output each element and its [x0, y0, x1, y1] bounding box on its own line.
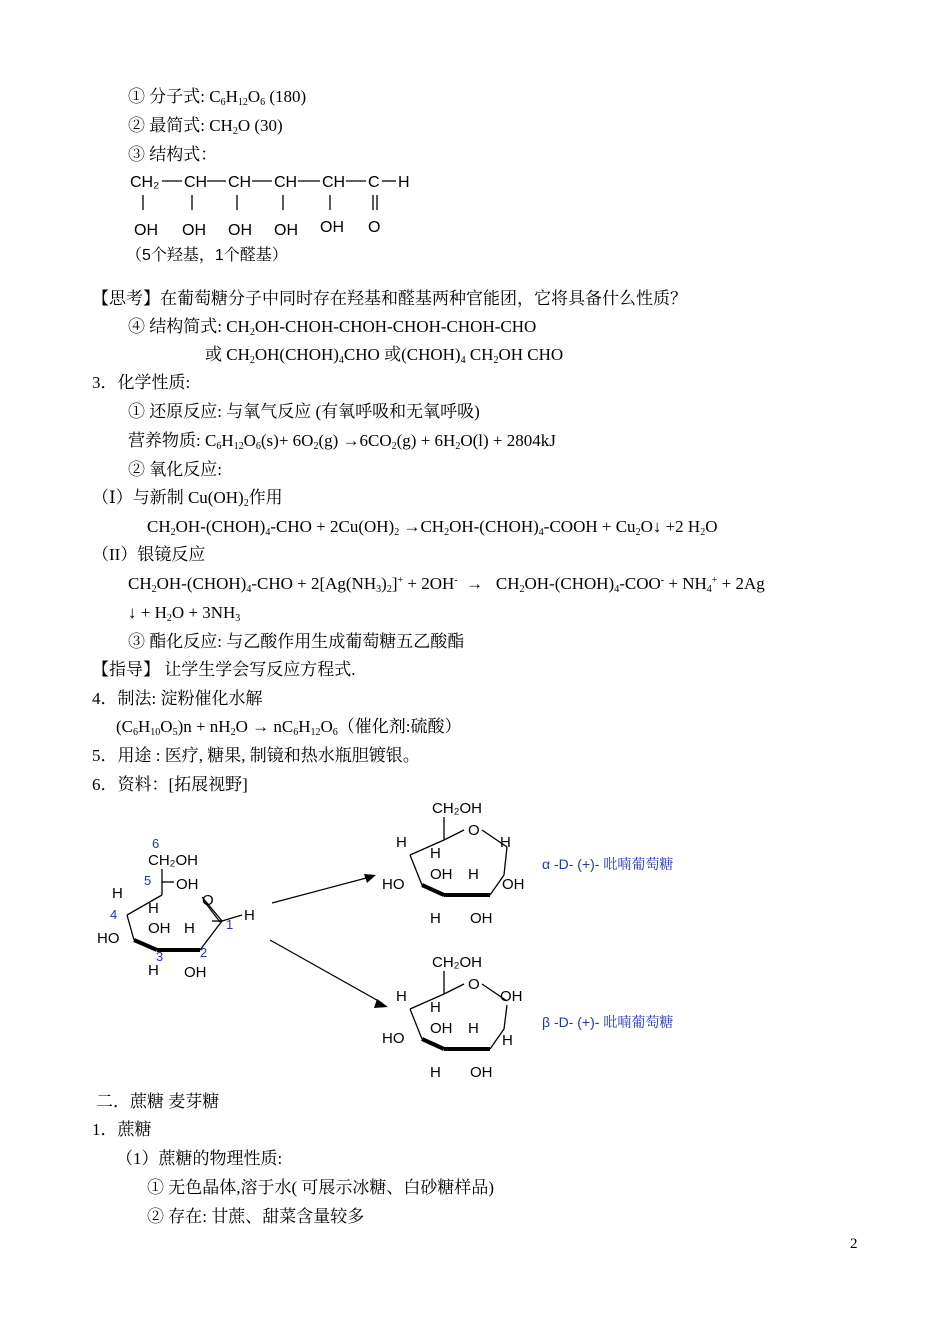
glucose-ring-structures-diagram [92, 795, 722, 1090]
sucrose-property-2: ② 存在: 甘蔗、甜菜含量较多 [147, 1207, 365, 1226]
atom-label: OH [148, 920, 171, 937]
atom-label: OH [470, 910, 493, 927]
reduction-line: ① 还原反应: 与氧气反应 (有氧呼吸和无氧呼吸) [128, 402, 480, 421]
atom-label: H [430, 845, 441, 862]
condensed-formula-line: ④ 结构简式: $CH_2OH-CHOH-CHOH-CHOH-CHOH$-CHO [128, 317, 537, 338]
atom-label: H [148, 900, 159, 917]
carbon-number: 4 [110, 907, 118, 922]
preparation-equation: $(C_6H_{10}O_5)n + nH_2O \to nC_6H_{12}O_6$（催化剂:硫酸） [116, 717, 462, 738]
atom-label: H [468, 1020, 479, 1037]
oxidation-line: ② 氧化反应: [128, 460, 222, 479]
cu-reaction-equation: $CH_2OH-(CHOH)_4$-CHO + $2Cu(OH)_2$ $\to CH_2OH-(CHOH)_4$-COOH + $Cu_2O↓ +2$ $H_2O$ [147, 517, 718, 538]
carbon-number: 5 [144, 873, 152, 888]
atom-label: HO [97, 930, 120, 947]
atom-label: OH [184, 964, 207, 981]
chain-atom: C [368, 174, 380, 191]
atom-label: H [502, 1032, 513, 1049]
atom-label: H [184, 920, 195, 937]
chain-atom: CH [274, 174, 298, 191]
section-2-heading: 二．蔗糖 麦芽糖 [96, 1092, 220, 1111]
atom-label: OH [176, 876, 199, 893]
atom-label: H [430, 910, 441, 927]
think-paragraph: 【思考】在葡萄糖分子中同时存在羟基和醛基两种官能团，它将具备什么性质？ [92, 289, 687, 308]
beta-anomer-label: β -D- (+)- 吡喃葡萄糖 [542, 1014, 674, 1030]
carbon-number: 1 [226, 917, 234, 932]
carbon-number: 3 [156, 949, 164, 964]
uses-line: 5．用途 : 医疗, 糖果, 制镜和热水瓶胆镀银。 [92, 746, 420, 765]
atom-label: OH [470, 1064, 493, 1081]
silver-mirror-equation-cont: ↓ + $H_2O + 3NH_3$ [128, 603, 241, 624]
substituent: OH [274, 222, 298, 239]
atom-label: OH [430, 866, 453, 883]
atom-label: H [112, 885, 123, 902]
structure-note: （5个羟基，1个醛基） [126, 247, 288, 264]
atom-label: OH [430, 1020, 453, 1037]
sucrose-property-1: ① 无色晶体,溶于水( 可展示冰糖、白砂糖样品) [147, 1178, 495, 1197]
atom-label: OH [500, 988, 523, 1005]
atom-label: O [468, 976, 480, 993]
atom-label: CH₂OH [148, 852, 198, 869]
cu-reaction-title: （Ⅰ）与新制 $Cu(OH)_2$作用 [92, 488, 283, 509]
atom-label: O [468, 822, 480, 839]
atom-label: HO [382, 1030, 405, 1047]
atom-label: O [202, 892, 214, 909]
atom-label: H [430, 999, 441, 1016]
chain-atom: CH [184, 174, 208, 191]
esterification-line: ③ 酯化反应: 与乙酸作用生成葡萄糖五乙酸酯 [128, 632, 465, 651]
sucrose-physical-heading: （1）蔗糖的物理性质: [116, 1149, 283, 1168]
silver-mirror-title: （II）银镜反应 [92, 545, 206, 564]
atom-label: H [396, 834, 407, 851]
atom-label: H [396, 988, 407, 1005]
substituent: OH [182, 222, 206, 239]
atom-label: H [148, 962, 159, 979]
preparation-heading: 4．制法: 淀粉催化水解 [92, 689, 263, 708]
molecular-formula-line: ① 分子式: $C_6H_{12}O_6$ (180) [128, 87, 307, 108]
atom-label: CH₂OH [432, 800, 482, 817]
condensed-formula-alt-line: 或 $CH_2OH(CHOH)_4CHO$ 或$(CHOH)_4$ $CH_2OH$ CHO [205, 345, 564, 366]
atom-label: OH [502, 876, 525, 893]
substituent: OH [228, 222, 252, 239]
atom-label: HO [382, 876, 405, 893]
carbon-number: 6 [152, 836, 160, 851]
chain-atom: H [398, 174, 410, 191]
nutrient-equation: 营养物质: $C_6H_{12}O_6(s)+ 6O_2(g) \to 6CO_2(g) + 6H_2O(l) + 2804kJ$ [128, 431, 556, 452]
structure-label: ③ 结构式： [128, 145, 218, 164]
atom-label: CH₂OH [432, 954, 482, 971]
chain-bonds [143, 181, 396, 210]
atom-label: H [244, 907, 255, 924]
section-heading: 3．化学性质: [92, 373, 191, 392]
open-chain-structure-diagram [126, 168, 426, 268]
guide-paragraph: 【指导】 让学生学会写反应方程式. [92, 660, 356, 679]
chain-atom: CH₂ [130, 174, 160, 191]
atom-label: H [430, 1064, 441, 1081]
substituent: O [368, 219, 381, 236]
sucrose-heading: 1．蔗糖 [92, 1120, 152, 1139]
carbon-number: 2 [200, 945, 208, 960]
substituent: OH [134, 222, 158, 239]
chain-atom: CH [228, 174, 252, 191]
reference-line: 6．资料：[拓展视野] [92, 775, 248, 794]
alpha-anomer-label: α -D- (+)- 吡喃葡萄糖 [542, 856, 674, 872]
atom-label: H [500, 834, 511, 851]
substituent: OH [320, 219, 344, 236]
page-number: 2 [850, 1236, 858, 1252]
silver-mirror-equation: $CH_2OH-(CHOH)_4$-CHO + $2[Ag(NH_3)_2]^+ + 2OH^-$ → $CH_2OH-(CHOH)_4-COO^- + NH_4^+ + 2Ag$ [128, 574, 765, 595]
atom-label: H [468, 866, 479, 883]
simplest-formula-line: ② 最简式: $CH_2O$ (30) [128, 116, 283, 137]
chain-atom: CH [322, 174, 346, 191]
